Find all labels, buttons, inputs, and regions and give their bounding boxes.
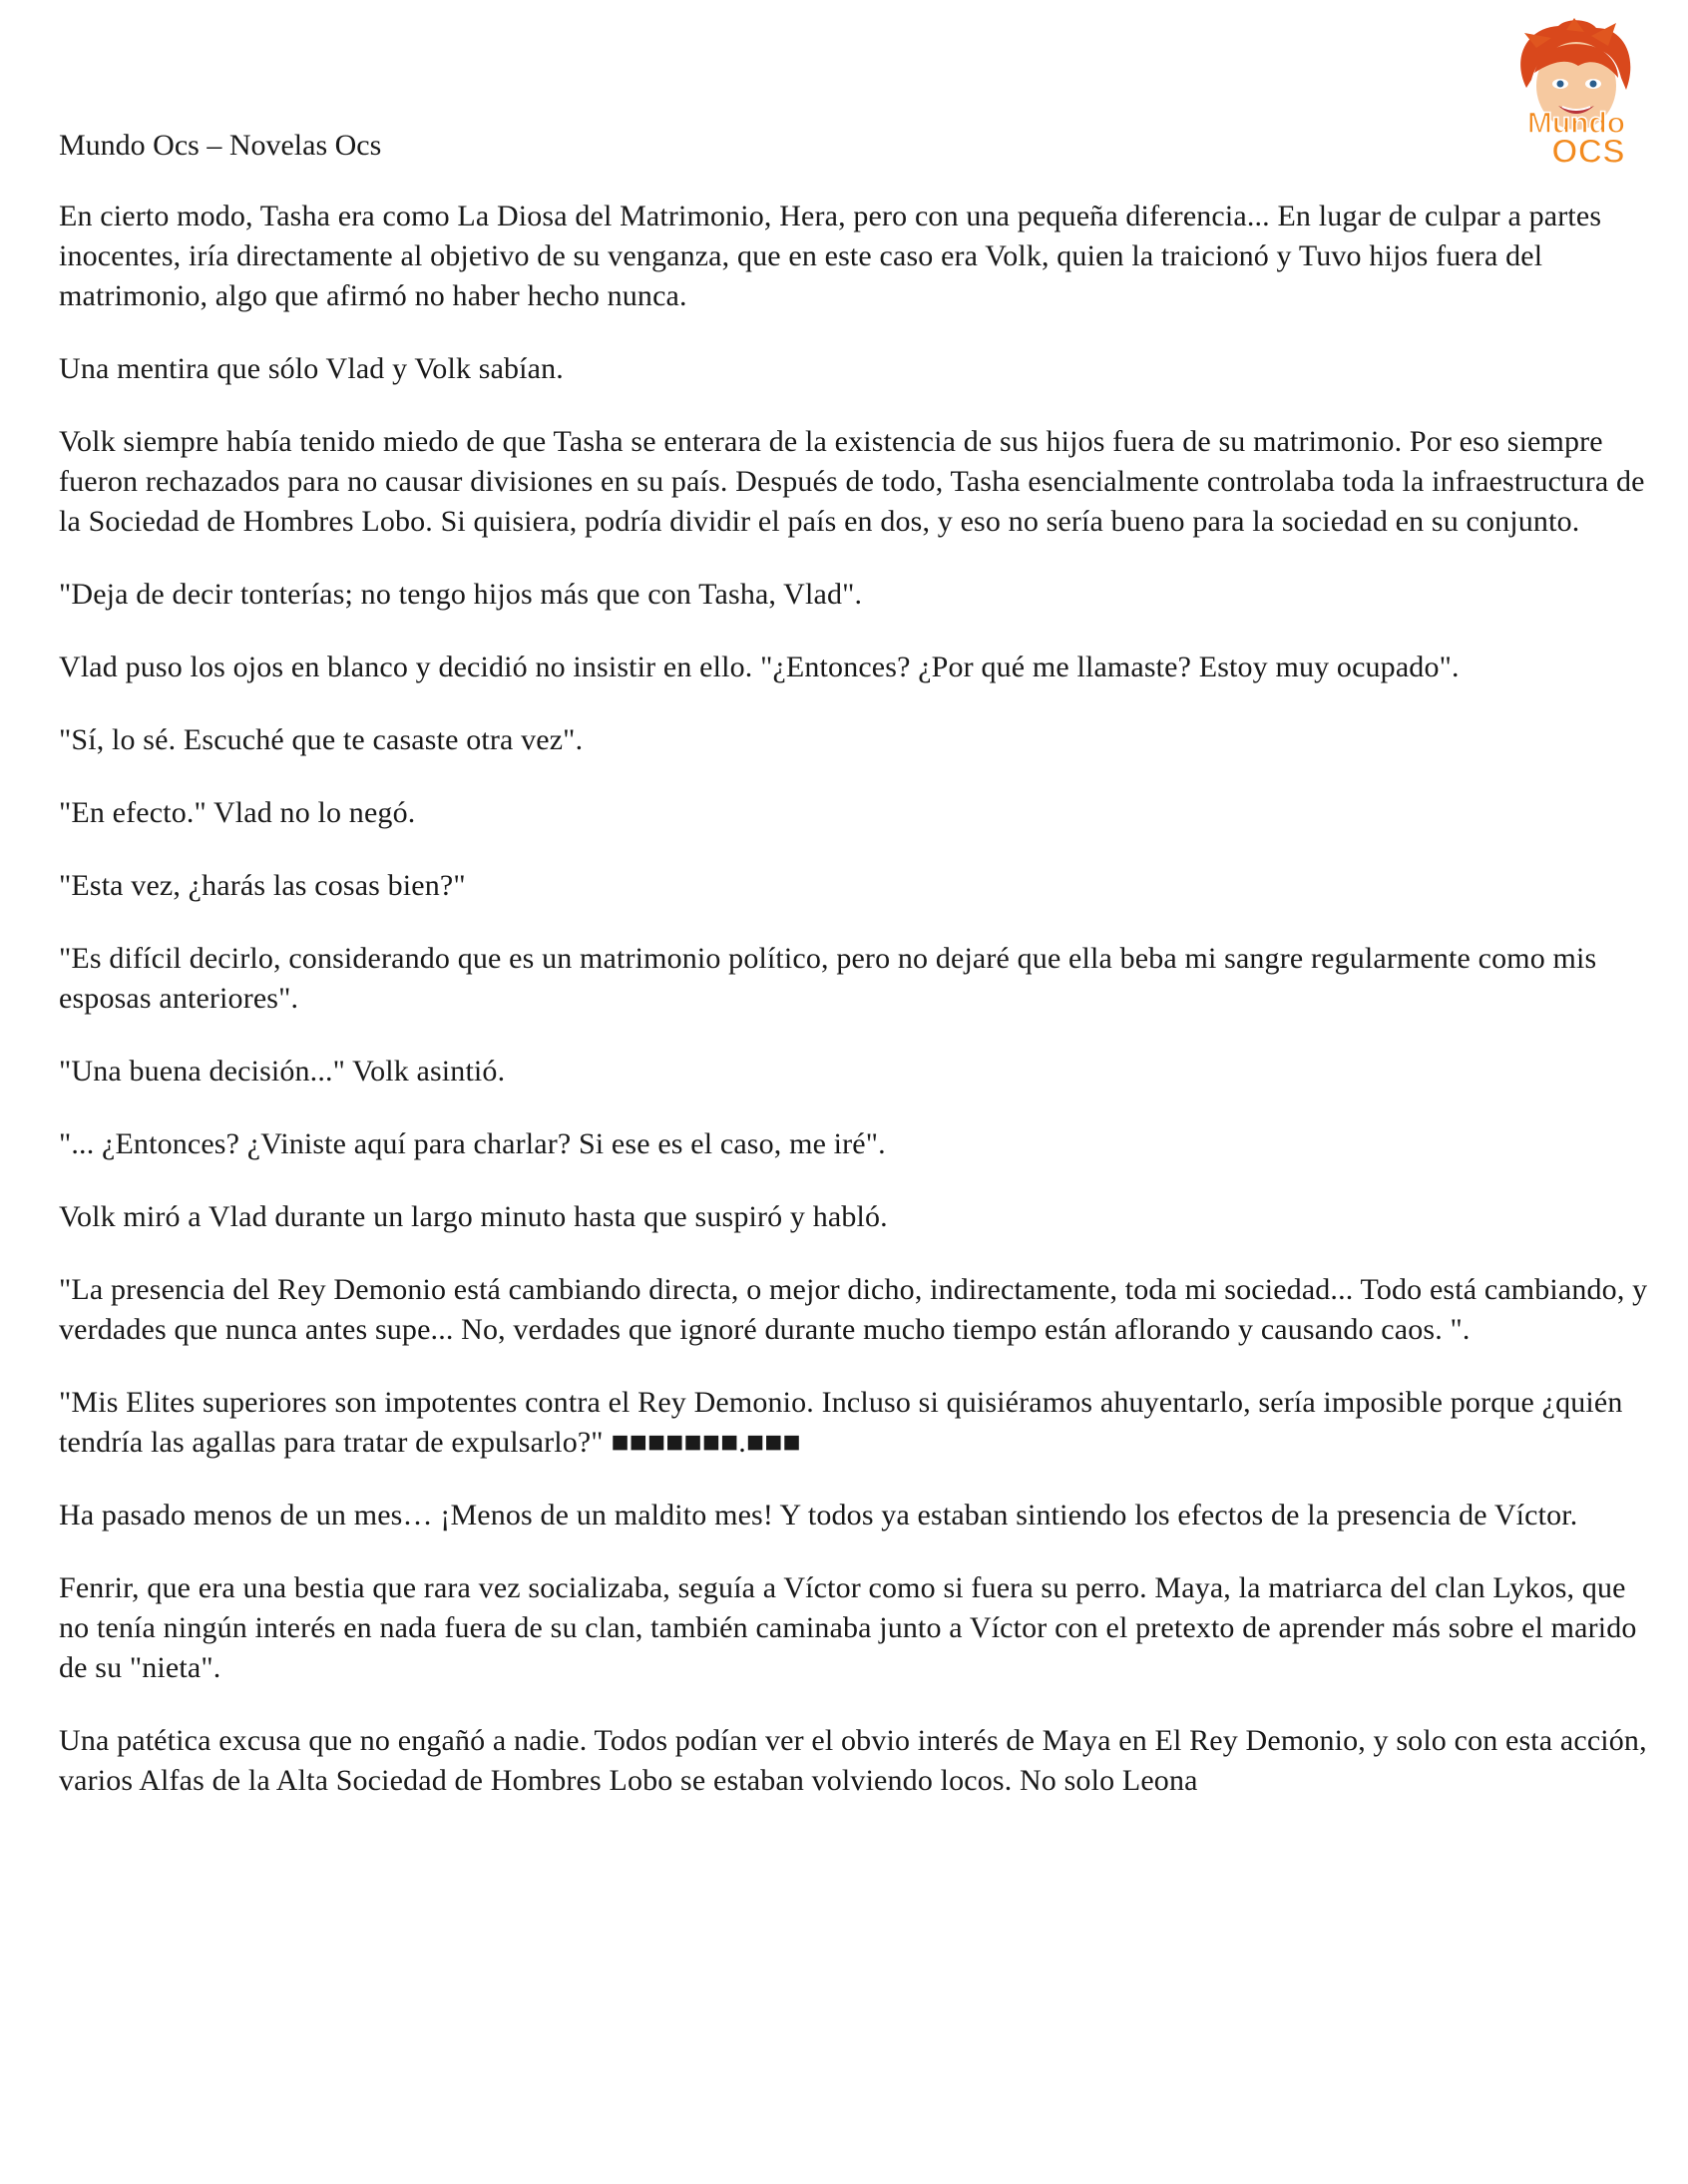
paragraph: "Es difícil decirlo, considerando que es un matrimonio político, pero no dejaré que ella beba mi sangre regularmente como mis esposas anteriores". <box>59 942 1597 1015</box>
paragraph: "Deja de decir tonterías; no tengo hijos más que con Tasha, Vlad". <box>59 578 863 611</box>
paragraph: "Sí, lo sé. Escuché que te casaste otra vez". <box>59 723 584 756</box>
paragraph: Una patética excusa que no engañó a nadie. Todos podían ver el obvio interés de Maya en El Rey Demonio, y solo con esta acción, varios Alfas de la Alta Sociedad de Hombres Lobo se estaban volviendo locos. No solo Leona <box>59 1724 1647 1797</box>
paragraph: Volk miró a Vlad durante un largo minuto hasta que suspiró y habló. <box>59 1200 888 1233</box>
paragraph: En cierto modo, Tasha era como La Diosa del Matrimonio, Hera, pero con una pequeña diferencia... En lugar de culpar a partes inocentes, iría directamente al objetivo de su venganza, que en este caso era Volk, quien la traicionó y Tuvo hijos fuera del matrimonio, algo que afirmó no haber hecho nunca. <box>59 200 1602 312</box>
logo-text-ocs: OCS <box>1551 133 1625 171</box>
paragraph: Vlad puso los ojos en blanco y decidió no insistir en ello. "¿Entonces? ¿Por qué me llamaste? Estoy muy ocupado". <box>59 651 1460 683</box>
paragraph: "Mis Elites superiores son impotentes contra el Rey Demonio. Incluso si quisiéramos ahuyentarlo, sería imposible porque ¿quién tendría las agallas para tratar de expulsarlo?" ■■■■■■■.■■■ <box>59 1386 1623 1459</box>
paragraph: "Esta vez, ¿harás las cosas bien?" <box>59 869 466 902</box>
paragraph: "... ¿Entonces? ¿Viniste aquí para charlar? Si ese es el caso, me iré". <box>59 1127 886 1160</box>
logo-text-mundo: Mundo <box>1526 107 1626 140</box>
paragraph: Volk siempre había tenido miedo de que Tasha se enterara de la existencia de sus hijos fuera de su matrimonio. Por eso siempre fueron rechazados para no causar divisiones en su país. Después de todo, Tasha esencialmente controlaba toda la infraestructura de la Sociedad de Hombres Lobo. Si quisiera, podría dividir el país en dos, y eso no sería bueno para la sociedad en su conjunto. <box>59 425 1645 538</box>
paragraph: "En efecto." Vlad no lo negó. <box>59 796 416 829</box>
paragraph: "La presencia del Rey Demonio está cambiando directa, o mejor dicho, indirectamente, toda mi sociedad... Todo está cambiando, y verdades que nunca antes supe... No, verdades que ignoré durante mucho tiempo están aflorando y causando caos. ". <box>59 1273 1648 1346</box>
paragraph: Una mentira que sólo Vlad y Volk sabían. <box>59 352 564 385</box>
paragraph-list <box>59 197 1655 1801</box>
paragraph: Ha pasado menos de un mes… ¡Menos de un maldito mes! Y todos ya estaban sintiendo los efectos de la presencia de Víctor. <box>59 1499 1578 1531</box>
site-title: Mundo Ocs – Novelas Ocs <box>59 129 382 162</box>
document-body <box>59 126 1655 1834</box>
paragraph: "Una buena decisión..." Volk asintió. <box>59 1055 506 1088</box>
paragraph: Fenrir, que era una bestia que rara vez socializaba, seguía a Víctor como si fuera su perro. Maya, la matriarca del clan Lykos, que no tenía ningún interés en nada fuera de su clan, también caminaba junto a Víctor con el pretexto de aprender más sobre el marido de su "nieta". <box>59 1571 1637 1684</box>
